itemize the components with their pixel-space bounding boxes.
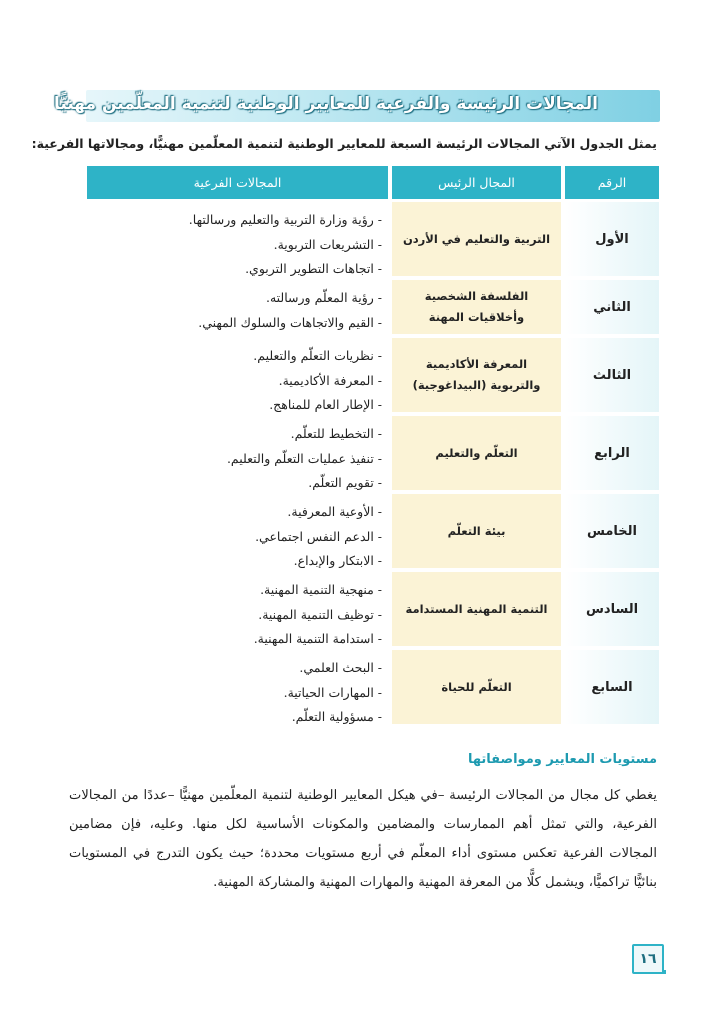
sub-domain-item: - نظريات التعلّم والتعليم. (253, 348, 382, 363)
header-num: الرقم (565, 166, 659, 199)
table-row (87, 494, 659, 568)
row-number-cell: السابع (565, 650, 659, 724)
main-domain-cell: المعرفة الأكاديمية والتربوية (البيداغوجية) (392, 338, 561, 412)
sub-domain-item: - التخطيط للتعلّم. (290, 426, 382, 441)
sub-domain-item: - القيم والاتجاهات والسلوك المهني. (198, 314, 382, 330)
sub-domain-item: - تقويم التعلّم. (308, 475, 382, 490)
sub-domains-cell (87, 280, 388, 334)
sub-domain-item: - الإطار العام للمناهج. (269, 397, 382, 412)
sub-domain-item: - مسؤولية التعلّم. (291, 709, 382, 724)
sub-domain-item: - استدامة التنمية المهنية. (253, 631, 382, 646)
page-number: ١٦ (632, 944, 664, 974)
sub-domain-item: - الدعم النفس اجتماعي. (255, 528, 382, 544)
sub-domain-item: - منهجية التنمية المهنية. (260, 582, 382, 597)
sub-domain-item: - توظيف التنمية المهنية. (258, 606, 382, 622)
main-domain-cell: الفلسفة الشخصية وأخلاقيات المهنة (392, 280, 561, 334)
row-number-cell: الثاني (565, 280, 659, 334)
main-domain-cell: التعلّم والتعليم (392, 416, 561, 490)
sub-domain-item: - الابتكار والإبداع. (293, 553, 382, 568)
sub-domains-cell (87, 572, 388, 646)
header-sub-domains: المجالات الفرعية (87, 166, 388, 199)
sub-domain-item: - رؤية وزارة التربية والتعليم ورسالتها. (188, 212, 382, 227)
table-row (87, 650, 659, 724)
row-number-cell: الثالث (565, 338, 659, 412)
intro-text: يمثل الجدول الآتي المجالات الرئيسة السبعة للمعايير الوطنية لتنمية المعلّمين مهنيًّا، ومجالاتها الفرعية: (31, 136, 657, 151)
section-heading: مستويات المعايير ومواصفاتها (467, 752, 657, 767)
sub-domain-item: - المعرفة الأكاديمية. (278, 372, 382, 388)
row-number-cell: السادس (565, 572, 659, 646)
sub-domains-cell (87, 650, 388, 724)
main-domain-cell: التعلّم للحياة (392, 650, 561, 724)
main-domain-cell: بيئة التعلّم (392, 494, 561, 568)
sub-domains-cell (87, 338, 388, 412)
sub-domain-item: - التشريعات التربوية. (273, 236, 382, 252)
table-row (87, 202, 659, 276)
sub-domain-item: - الأوعية المعرفية. (287, 504, 382, 519)
row-number-cell: الرابع (565, 416, 659, 490)
main-domain-cell: التنمية المهنية المستدامة (392, 572, 561, 646)
sub-domains-cell (87, 416, 388, 490)
main-domain-cell: التربية والتعليم في الأردن (392, 202, 561, 276)
sub-domain-item: - البحث العلمي. (299, 660, 382, 675)
table-row (87, 572, 659, 646)
sub-domain-item: - رؤية المعلّم ورسالته. (265, 290, 382, 305)
header-main-domain: المجال الرئيس (392, 166, 561, 199)
sub-domains-cell (87, 494, 388, 568)
sub-domains-cell (87, 202, 388, 276)
sub-domain-item: - المهارات الحياتية. (283, 684, 382, 700)
section-paragraph: يغطي كل مجال من المجالات الرئيسة –في هيكل المعايير الوطنية لتنمية المعلّمين مهنيًّا –عددًا من المجالات الفرعية، والتي تمثل أهم الممارسات والمضامين والمكونات الأساسية لكل منها. وعليه، فإن مضامين المجالات الفرعية تعكس مستوى أداء المعلّم في أربع مستويات محددة؛ حيث يكون التدرج في المستويات بنائيًّا تراكميًّا، ويشمل كلًّا من المعرفة المهنية والمهارات المهنية والمشاركة المهنية. (69, 788, 657, 890)
table-row (87, 338, 659, 412)
sub-domain-item: - اتجاهات التطوير التربوي. (245, 261, 382, 276)
domains-table (87, 166, 659, 728)
page-title: المجالات الرئيسة والفرعية للمعايير الوطنية لتنمية المعلّمين مهنيًّا (54, 94, 598, 114)
sub-domain-item: - تنفيذ عمليات التعلّم والتعليم. (226, 450, 382, 466)
row-number-cell: الأول (565, 202, 659, 276)
table-row (87, 416, 659, 490)
table-row (87, 280, 659, 334)
row-number-cell: الخامس (565, 494, 659, 568)
title-banner (54, 90, 660, 122)
table-header-row (87, 166, 659, 199)
